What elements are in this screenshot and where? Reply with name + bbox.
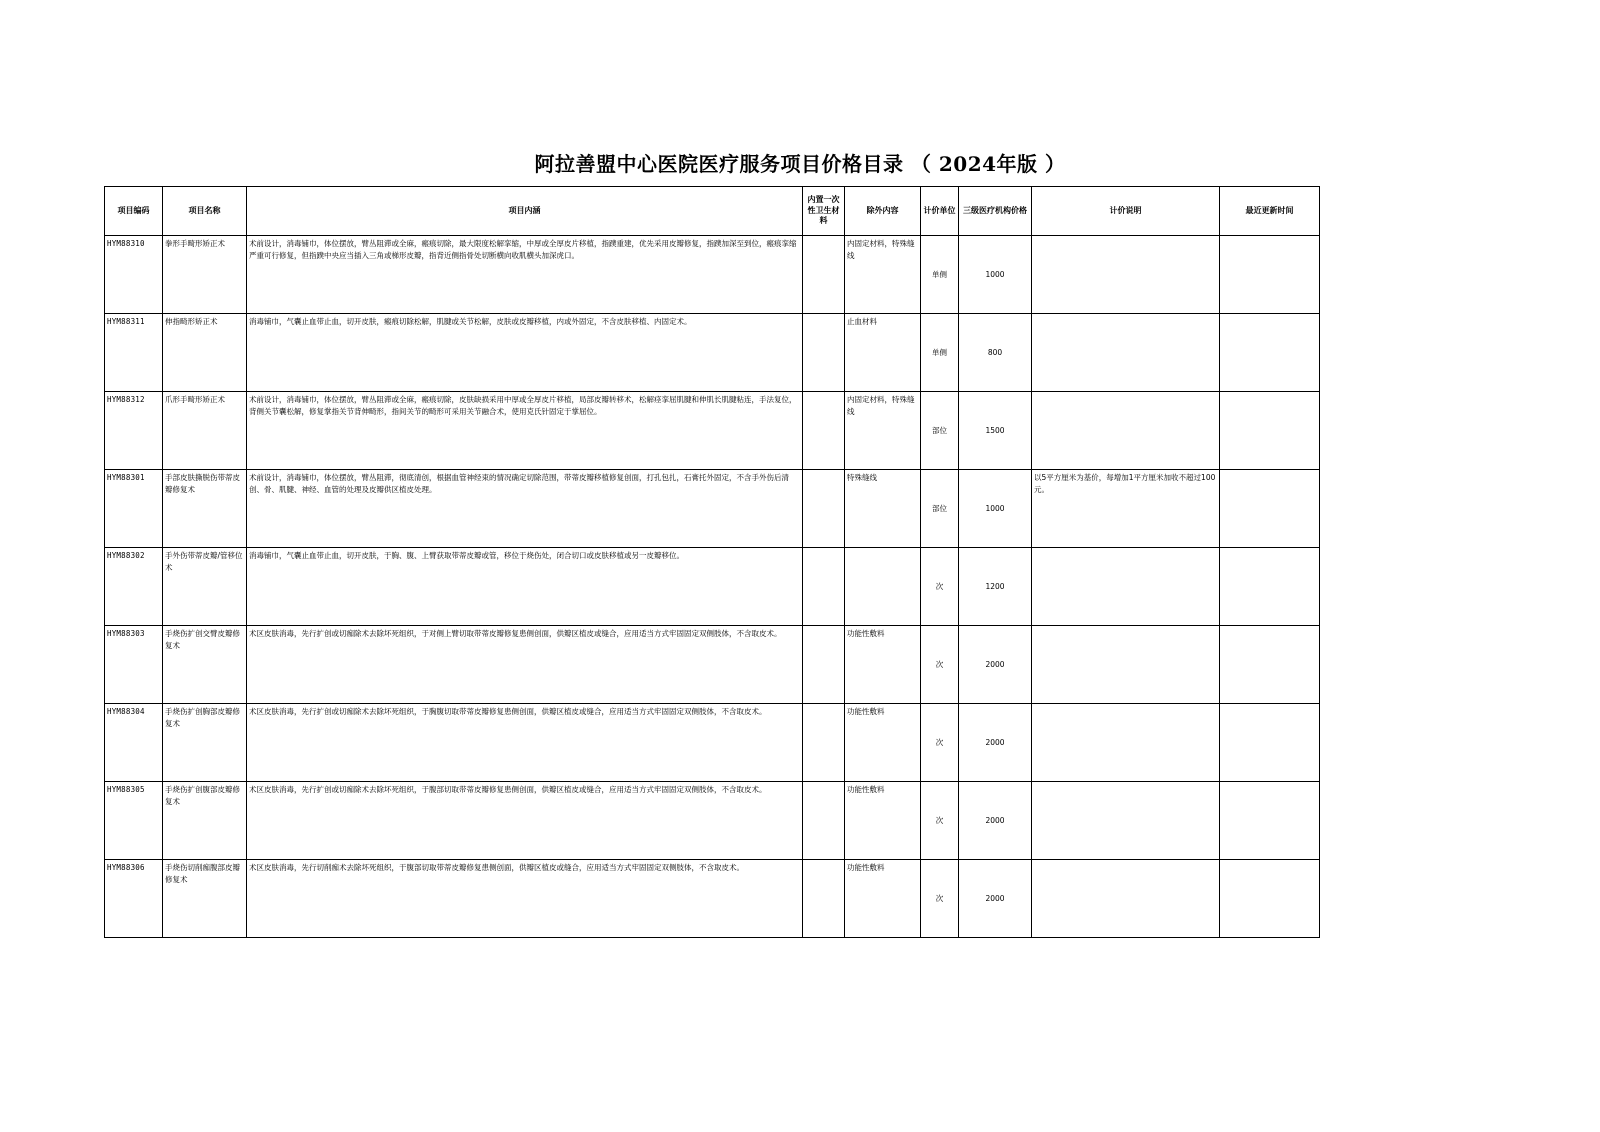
cell-note	[1032, 704, 1220, 782]
cell-name: 爪形手畸形矫正术	[163, 392, 247, 470]
cell-excluded: 功能性敷料	[845, 860, 921, 938]
cell-updated	[1220, 860, 1320, 938]
cell-price: 1000	[959, 236, 1032, 314]
table-header-row	[105, 187, 1320, 236]
header-note: 计价说明	[1032, 187, 1220, 236]
cell-price: 1200	[959, 548, 1032, 626]
cell-code: HYM88310	[105, 236, 163, 314]
cell-price: 2000	[959, 860, 1032, 938]
cell-updated	[1220, 236, 1320, 314]
cell-excluded: 功能性敷料	[845, 626, 921, 704]
cell-price: 2000	[959, 782, 1032, 860]
cell-code: HYM88305	[105, 782, 163, 860]
cell-note	[1032, 548, 1220, 626]
cell-unit: 次	[921, 704, 959, 782]
table-row	[105, 392, 1320, 470]
cell-name: 拳形手畸形矫正术	[163, 236, 247, 314]
header-content: 项目内涵	[247, 187, 803, 236]
cell-content: 术前设计，消毒铺巾，体位摆放，臂丛阻滞或全麻，瘢痕切除，皮肤缺损采用中厚或全厚皮片移植，局部皮瓣转移术，松解痉挛屈肌腱和伸肌长肌腱粘连，手法复位，背侧关节囊松解，修复掌指关节背伸畸形，指间关节的畸形可采用关节融合术，使用克氏针固定于掌屈位。	[247, 392, 803, 470]
cell-disposable	[803, 314, 845, 392]
cell-content: 术区皮肤消毒，先行切削痂术去除坏死组织，于腹部切取带蒂皮瓣修复患侧创面，供瓣区植皮或缝合，应用适当方式牢固固定双侧肢体，不含取皮术。	[247, 860, 803, 938]
cell-unit: 次	[921, 860, 959, 938]
cell-excluded: 内固定材料，特殊缝线	[845, 392, 921, 470]
header-name: 项目名称	[163, 187, 247, 236]
cell-unit: 次	[921, 626, 959, 704]
cell-code: HYM88306	[105, 860, 163, 938]
cell-code: HYM88304	[105, 704, 163, 782]
cell-excluded: 止血材料	[845, 314, 921, 392]
cell-unit: 部位	[921, 392, 959, 470]
table-row	[105, 782, 1320, 860]
cell-name: 手烧伤扩创腹部皮瓣修复术	[163, 782, 247, 860]
cell-disposable	[803, 782, 845, 860]
cell-name: 手烧伤扩创交臂皮瓣修复术	[163, 626, 247, 704]
cell-code: HYM88303	[105, 626, 163, 704]
cell-price: 1000	[959, 470, 1032, 548]
cell-excluded: 功能性敷料	[845, 704, 921, 782]
cell-code: HYM88301	[105, 470, 163, 548]
cell-price: 2000	[959, 626, 1032, 704]
cell-code: HYM88312	[105, 392, 163, 470]
cell-updated	[1220, 392, 1320, 470]
header-excluded: 除外内容	[845, 187, 921, 236]
price-catalog-table	[104, 186, 1320, 938]
table-row	[105, 626, 1320, 704]
cell-disposable	[803, 236, 845, 314]
cell-note	[1032, 236, 1220, 314]
cell-excluded	[845, 548, 921, 626]
cell-disposable	[803, 704, 845, 782]
cell-updated	[1220, 626, 1320, 704]
cell-note	[1032, 782, 1220, 860]
cell-content: 术区皮肤消毒，先行扩创或切痂除术去除坏死组织，于胸腹切取带蒂皮瓣修复患侧创面，供瓣区植皮或缝合，应用适当方式牢固固定双侧肢体，不含取皮术。	[247, 704, 803, 782]
cell-price: 2000	[959, 704, 1032, 782]
cell-excluded: 特殊缝线	[845, 470, 921, 548]
header-code: 项目编码	[105, 187, 163, 236]
table-row	[105, 470, 1320, 548]
cell-content: 术前设计，消毒铺巾，体位摆放，臂丛阻滞，彻底清创，根据血管神经束的情况确定切除范围，带蒂皮瓣移植修复创面，打孔包扎，石膏托外固定，不含手外伤后清创、骨、肌腱、神经、血管的处理及皮瓣供区植皮处理。	[247, 470, 803, 548]
cell-updated	[1220, 470, 1320, 548]
cell-note	[1032, 860, 1220, 938]
table-row	[105, 314, 1320, 392]
cell-disposable	[803, 392, 845, 470]
table-row	[105, 548, 1320, 626]
cell-content: 术区皮肤消毒，先行扩创或切痂除术去除坏死组织，于腹部切取带蒂皮瓣修复患侧创面，供瓣区植皮或缝合，应用适当方式牢固固定双侧肢体，不含取皮术。	[247, 782, 803, 860]
cell-updated	[1220, 704, 1320, 782]
cell-content: 术前设计，消毒铺巾，体位摆放，臂丛阻滞或全麻，瘢痕切除，最大限度松解挛缩，中厚或全厚皮片移植，指蹼重建，优先采用皮瓣修复，指蹼加深至到位，瘢痕挛缩严重可行修复，但指蹼中央应当插入三角或梯形皮瓣，指背近侧指骨处切断横向收肌横头加深虎口。	[247, 236, 803, 314]
cell-disposable	[803, 860, 845, 938]
cell-content: 术区皮肤消毒，先行扩创或切痂除术去除坏死组织，于对侧上臂切取带蒂皮瓣修复患侧创面，供瓣区植皮或缝合，应用适当方式牢固固定双侧肢体，不含取皮术。	[247, 626, 803, 704]
cell-note: 以5平方厘米为基价，每增加1平方厘米加收不超过100元。	[1032, 470, 1220, 548]
cell-name: 手外伤带蒂皮瓣/管移位术	[163, 548, 247, 626]
cell-name: 手部皮肤撕脱伤带蒂皮瓣修复术	[163, 470, 247, 548]
document-title: 阿拉善盟中心医院医疗服务项目价格目录 （ 2024年版 ）	[534, 152, 1066, 176]
cell-price: 1500	[959, 392, 1032, 470]
table-row	[105, 704, 1320, 782]
cell-disposable	[803, 626, 845, 704]
cell-unit: 次	[921, 548, 959, 626]
cell-excluded: 功能性敷料	[845, 782, 921, 860]
cell-updated	[1220, 782, 1320, 860]
table-row	[105, 860, 1320, 938]
cell-unit: 次	[921, 782, 959, 860]
cell-unit: 单侧	[921, 236, 959, 314]
cell-code: HYM88302	[105, 548, 163, 626]
cell-updated	[1220, 314, 1320, 392]
header-price: 三级医疗机构价格	[959, 187, 1032, 236]
cell-name: 手烧伤切削痂腹部皮瓣修复术	[163, 860, 247, 938]
cell-unit: 单侧	[921, 314, 959, 392]
header-unit: 计价单位	[921, 187, 959, 236]
cell-code: HYM88311	[105, 314, 163, 392]
cell-excluded: 内固定材料，特殊缝线	[845, 236, 921, 314]
header-disposable: 内置一次性卫生材料	[803, 187, 845, 236]
cell-price: 800	[959, 314, 1032, 392]
cell-disposable	[803, 470, 845, 548]
cell-content: 消毒铺巾，气囊止血带止血，切开皮肤，瘢痕切除松解，肌腱或关节松解，皮肤或皮瓣移植，内或外固定，不含皮肤移植、内固定术。	[247, 314, 803, 392]
header-updated: 最近更新时间	[1220, 187, 1320, 236]
cell-name: 伸指畸形矫正术	[163, 314, 247, 392]
table-row	[105, 236, 1320, 314]
cell-disposable	[803, 548, 845, 626]
cell-note	[1032, 626, 1220, 704]
cell-updated	[1220, 548, 1320, 626]
cell-unit: 部位	[921, 470, 959, 548]
cell-content: 消毒铺巾，气囊止血带止血，切开皮肤，于胸、腹、上臂获取带蒂皮瓣或管，移位于烧伤处，闭合切口或皮肤移植或另一皮瓣移位。	[247, 548, 803, 626]
cell-note	[1032, 392, 1220, 470]
cell-name: 手烧伤扩创胸部皮瓣修复术	[163, 704, 247, 782]
cell-note	[1032, 314, 1220, 392]
